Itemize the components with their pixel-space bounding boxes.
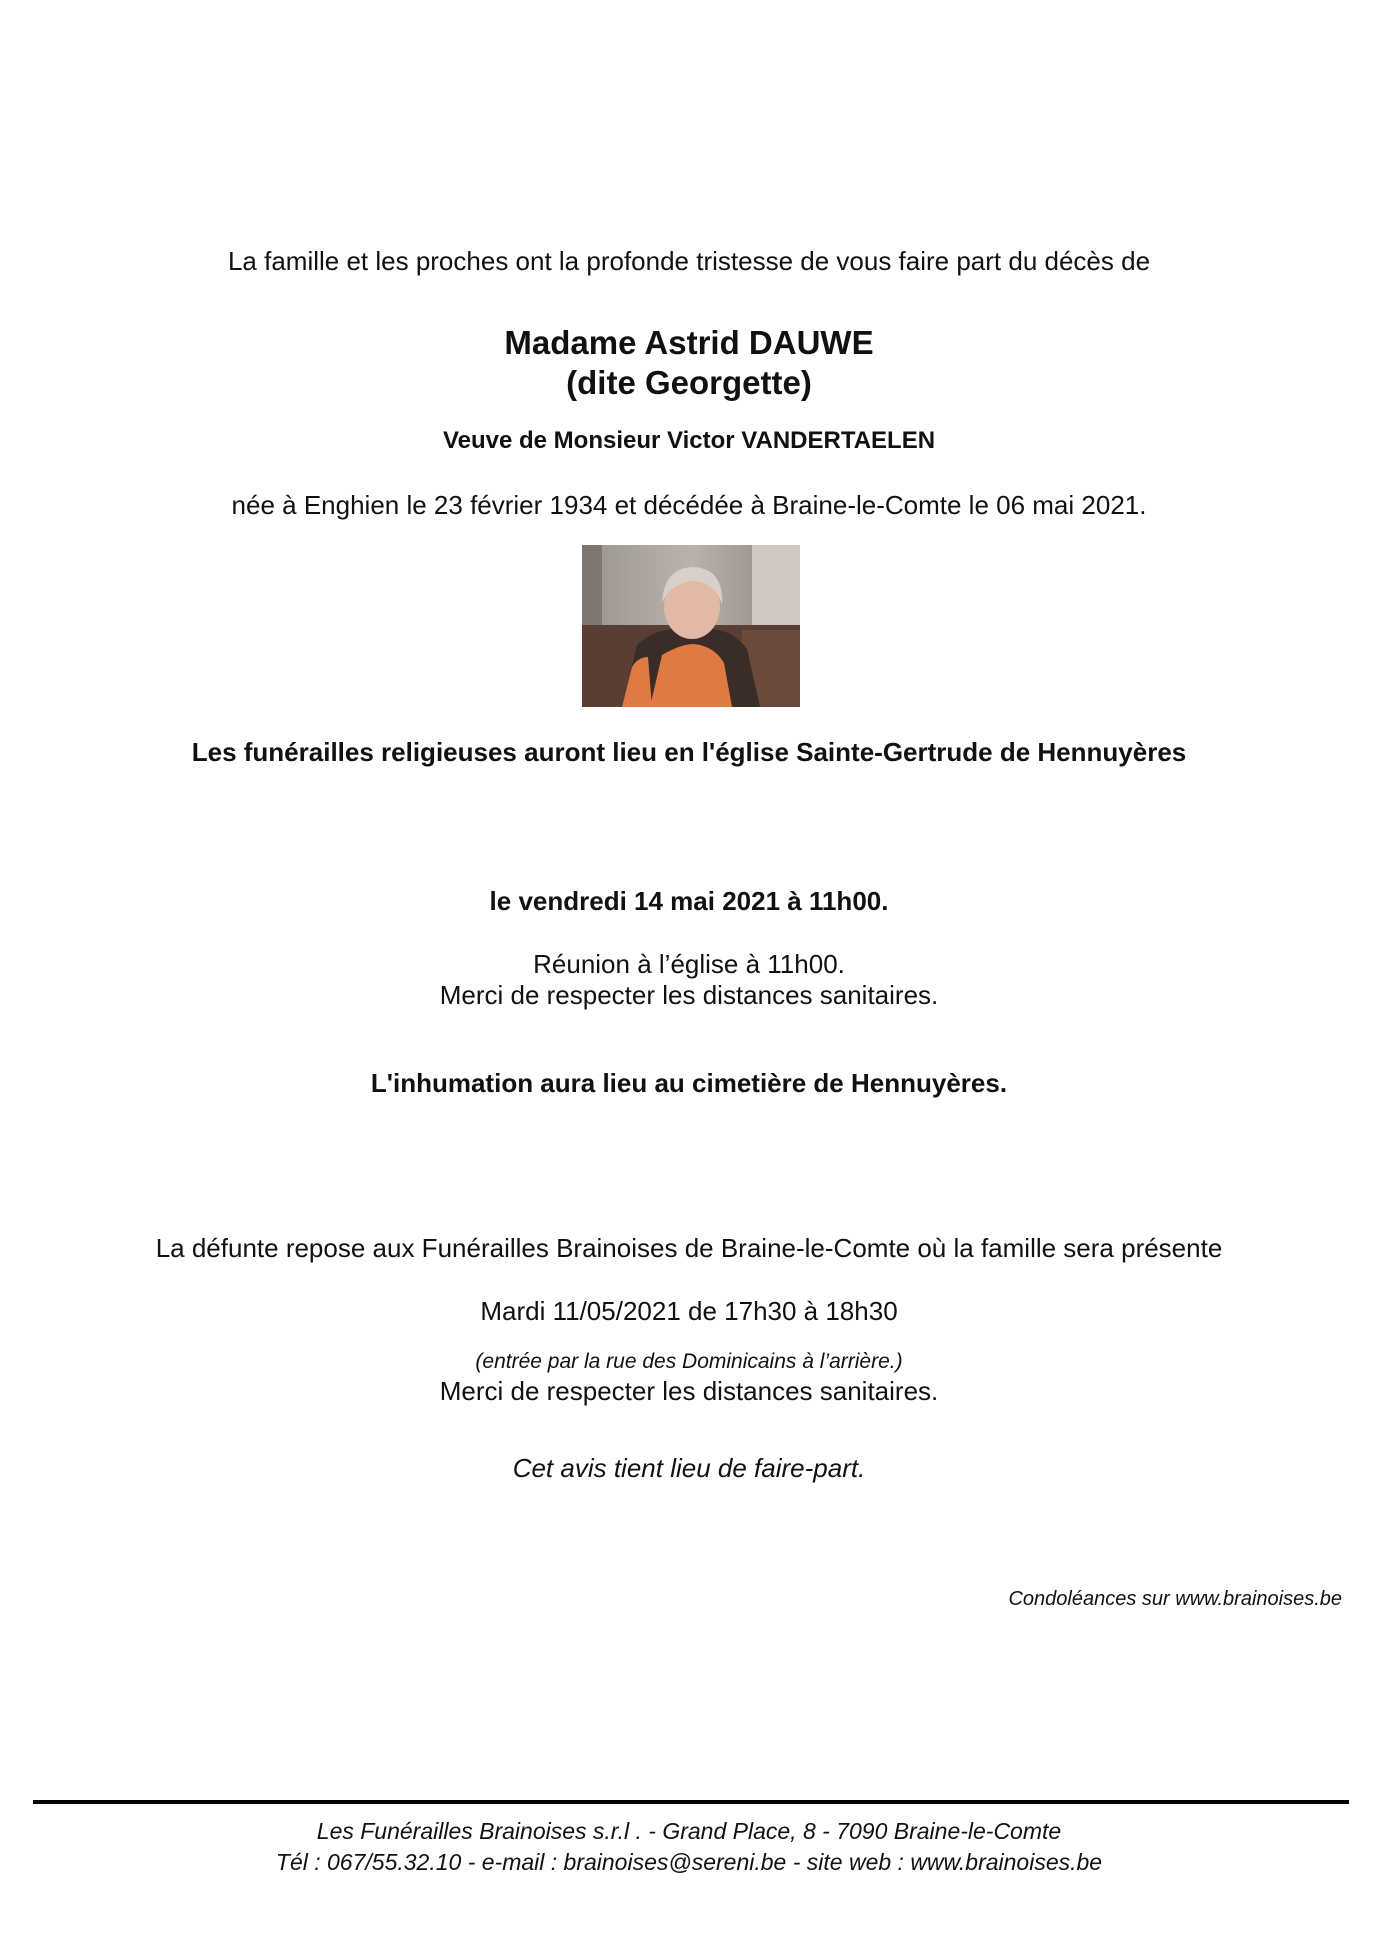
portrait-photo <box>582 545 800 707</box>
entry-note: (entrée par la rue des Dominicains à l’arrière.) <box>475 1350 903 1373</box>
deceased-name: Madame Astrid DAUWE <box>504 324 874 361</box>
repose-location: La défunte repose aux Funérailles Brainoises de Braine-le-Comte où la famille sera présente <box>155 1233 1223 1263</box>
distancing-notice-2: Merci de respecter les distances sanitaires. <box>439 1376 939 1406</box>
deceased-nickname: (dite Georgette) <box>566 364 812 401</box>
meeting-time: Réunion à l’église à 11h00. <box>533 949 845 979</box>
footer-divider <box>33 1800 1349 1804</box>
condolences-link: Condoléances sur www.brainoises.be <box>1008 1588 1342 1610</box>
footer-contact: Tél : 067/55.32.10 - e-mail : brainoises@sereni.be - site web : www.brainoises.be <box>275 1849 1103 1875</box>
funeral-date: le vendredi 14 mai 2021 à 11h00. <box>489 886 889 916</box>
visit-time: Mardi 11/05/2021 de 17h30 à 18h30 <box>480 1296 898 1326</box>
closing-note: Cet avis tient lieu de faire-part. <box>512 1453 866 1483</box>
intro-text: La famille et les proches ont la profonde tristesse de vous faire part du décès de <box>227 246 1151 276</box>
footer-address: Les Funérailles Brainoises s.r.l . - Grand Place, 8 - 7090 Braine-le-Comte <box>316 1818 1062 1844</box>
burial-location: L'inhumation aura lieu au cimetière de Hennuyères. <box>370 1068 1008 1098</box>
funeral-location: Les funérailles religieuses auront lieu en l'église Sainte-Gertrude de Hennuyères <box>191 737 1187 767</box>
widow-of: Veuve de Monsieur Victor VANDERTAELEN <box>442 427 936 454</box>
distancing-notice: Merci de respecter les distances sanitaires. <box>439 980 939 1010</box>
birth-death-dates: née à Enghien le 23 février 1934 et décédée à Braine-le-Comte le 06 mai 2021. <box>231 490 1147 520</box>
